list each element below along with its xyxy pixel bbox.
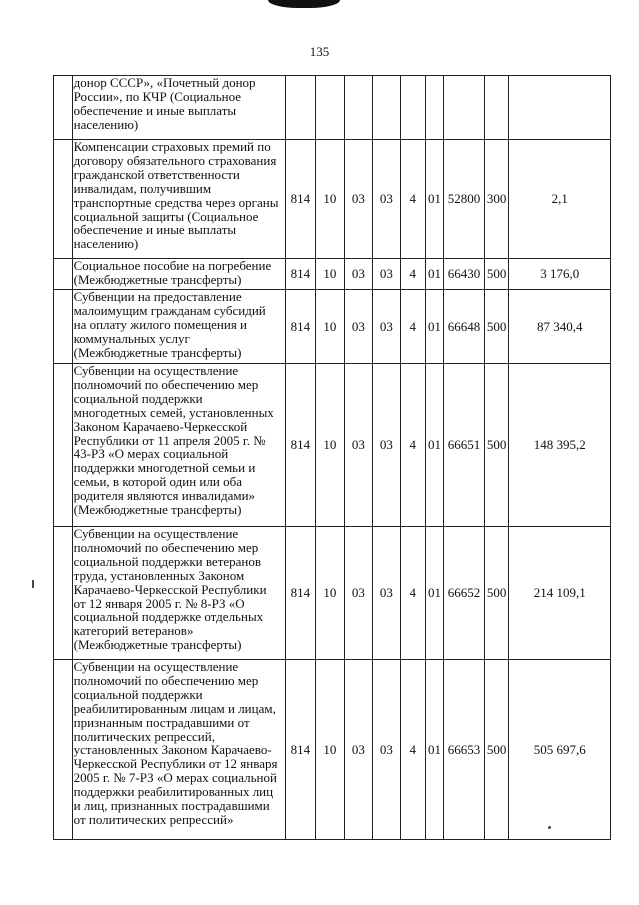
csr1-cell: 03 (372, 290, 400, 364)
vr-cell: 500 (484, 660, 509, 840)
csr3-cell: 01 (425, 660, 444, 840)
empty-cell (54, 660, 73, 840)
csr3-cell: 01 (425, 290, 444, 364)
amount-cell: 148 395,2 (509, 364, 611, 527)
csr4-cell: 66648 (444, 290, 484, 364)
empty-cell (54, 290, 73, 364)
pr-cell: 03 (344, 364, 372, 527)
table-row (54, 364, 611, 527)
pr-cell: 03 (344, 527, 372, 660)
row-name: Субвенции на осуществление полномочий по обеспечению мер социальной поддержки многодетных семей, установленных Законом Карачаево-Черкесской Республики от 11 апреля 2005 г. № 43-РЗ «О мерах социальной поддержки многодетной семьи и семьи, в которой один или оба родителя являются инвалидами» (Межбюджетные трансферты) (73, 363, 274, 518)
row-name: Субвенции на предоставление малоимущим гражданам субсидий на оплату жилого помещения и коммунальных услуг (Межбюджетные трансферты) (73, 289, 266, 360)
csr4-cell: 66652 (444, 527, 484, 660)
budget-table (53, 75, 611, 840)
vr-cell (484, 76, 509, 140)
amount-cell: 87 340,4 (509, 290, 611, 364)
csr1-cell (372, 76, 400, 140)
amount-cell: 2,1 (509, 140, 611, 259)
empty-cell (54, 364, 73, 527)
table-row (54, 660, 611, 840)
ved-cell (285, 76, 315, 140)
ved-cell: 814 (285, 290, 315, 364)
csr4-cell: 66653 (444, 660, 484, 840)
csr3-cell: 01 (425, 140, 444, 259)
row-name: Субвенции на осуществление полномочий по обеспечению мер социальной поддержки ветеранов труда, установленных Законом Карачаево-Черкесской Республики от 12 января 2005 г. № 8-РЗ «О социальной поддержке отдельных категорий ветеранов» (Межбюджетные трансферты) (73, 526, 267, 653)
row-name: Субвенции на осуществление полномочий по обеспечению мер социальной поддержки реабилитированным лицам и лицам, признанным пострадавшими от политических репрессий, установленных Законом Карачаево- Черкесской Республики от 12 января 2005 г. № 7-РЗ «О мерах социальной поддержки реабилитированных лиц и лиц, признанных пострадавшими от политических репрессий» (73, 659, 278, 827)
table-row (54, 290, 611, 364)
csr2-cell: 4 (400, 527, 425, 660)
csr1-cell: 03 (372, 140, 400, 259)
row-name: Социальное пособие на погребение (Межбюджетные трансферты) (73, 258, 272, 287)
rz-cell: 10 (315, 364, 344, 527)
csr1-cell: 03 (372, 527, 400, 660)
empty-cell (54, 527, 73, 660)
csr1-cell: 03 (372, 364, 400, 527)
rz-cell: 10 (315, 140, 344, 259)
amount-cell (509, 76, 611, 140)
empty-cell (54, 76, 73, 140)
table-row (54, 259, 611, 290)
csr4-cell: 66651 (444, 364, 484, 527)
table-row (54, 527, 611, 660)
vr-cell: 300 (484, 140, 509, 259)
ved-cell: 814 (285, 364, 315, 527)
page-number: 135 (309, 44, 330, 59)
table-row (54, 76, 611, 140)
scan-artifact-mark (268, 0, 340, 8)
csr2-cell (400, 76, 425, 140)
rz-cell: 10 (315, 290, 344, 364)
rz-cell: 10 (315, 259, 344, 290)
row-name: Компенсации страховых премий по договору обязательного страхования гражданской ответственности инвалидам, получившим транспортные средства через органы социальной защиты (Социальное обеспечение и иные выплаты населению) (73, 139, 279, 252)
csr3-cell: 01 (425, 364, 444, 527)
csr2-cell: 4 (400, 660, 425, 840)
pr-cell (344, 76, 372, 140)
vr-cell: 500 (484, 364, 509, 527)
csr3-cell (425, 76, 444, 140)
rz-cell: 10 (315, 660, 344, 840)
empty-cell (54, 140, 73, 259)
table-row (54, 140, 611, 259)
csr2-cell: 4 (400, 259, 425, 290)
ved-cell: 814 (285, 660, 315, 840)
ved-cell: 814 (285, 140, 315, 259)
csr2-cell: 4 (400, 290, 425, 364)
amount-cell: 214 109,1 (509, 527, 611, 660)
ved-cell: 814 (285, 527, 315, 660)
ved-cell: 814 (285, 259, 315, 290)
csr3-cell: 01 (425, 527, 444, 660)
csr1-cell: 03 (372, 259, 400, 290)
pr-cell: 03 (344, 140, 372, 259)
empty-cell (54, 259, 73, 290)
csr4-cell: 66430 (444, 259, 484, 290)
vr-cell: 500 (484, 290, 509, 364)
csr1-cell: 03 (372, 660, 400, 840)
pr-cell: 03 (344, 290, 372, 364)
amount-cell: 505 697,6 (509, 660, 611, 840)
csr2-cell: 4 (400, 140, 425, 259)
scan-artifact-stroke (32, 580, 34, 588)
csr3-cell: 01 (425, 259, 444, 290)
vr-cell: 500 (484, 259, 509, 290)
csr4-cell: 52800 (444, 140, 484, 259)
pr-cell: 03 (344, 660, 372, 840)
rz-cell: 10 (315, 527, 344, 660)
rz-cell (315, 76, 344, 140)
amount-cell: 3 176,0 (509, 259, 611, 290)
pr-cell: 03 (344, 259, 372, 290)
csr4-cell (444, 76, 484, 140)
vr-cell: 500 (484, 527, 509, 660)
row-name: донор СССР», «Почетный донор России», по КЧР (Социальное обеспечение и иные выплаты населению) (73, 75, 256, 132)
csr2-cell: 4 (400, 364, 425, 527)
